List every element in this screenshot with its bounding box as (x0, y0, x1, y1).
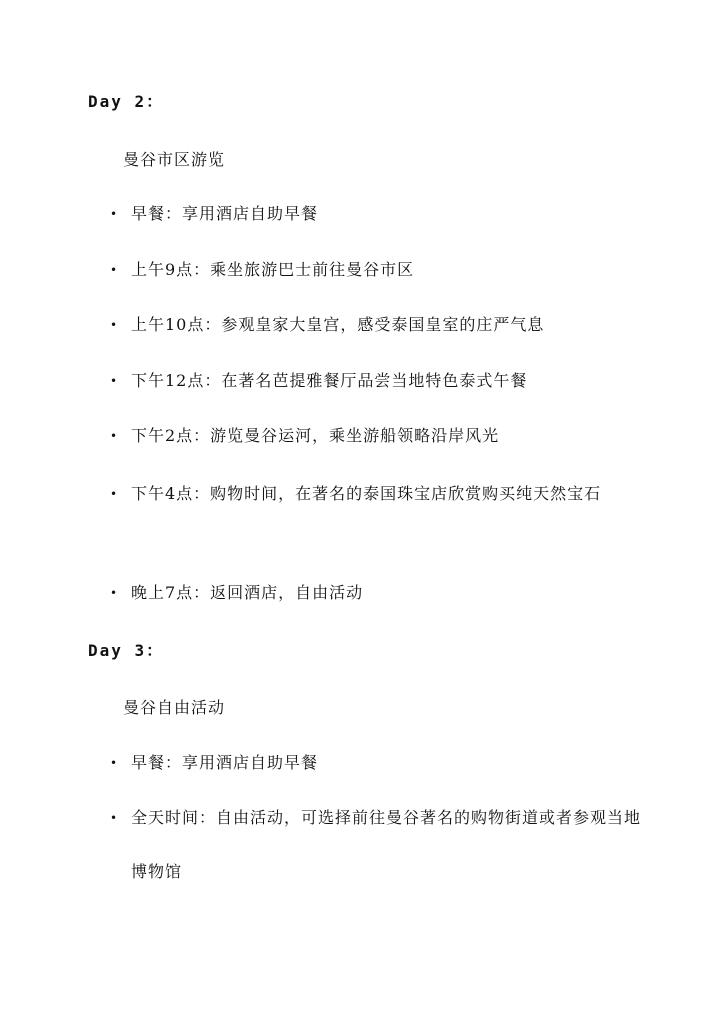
day-3-heading: Day 3： (88, 641, 165, 660)
bullet-icon: • (110, 756, 119, 770)
bullet-icon: • (110, 586, 119, 600)
list-item (110, 354, 670, 408)
day-3-subtitle: 曼谷自由活动 (123, 698, 226, 717)
list-item-text: 晚上7点：返回酒店，自由活动 (131, 583, 364, 602)
list-item (110, 566, 670, 620)
list-item (110, 187, 670, 241)
list-item-text: 早餐：享用酒店自助早餐 (131, 753, 319, 772)
bullet-icon: • (110, 487, 119, 501)
list-item-text: 早餐：享用酒店自助早餐 (131, 204, 319, 223)
list-item (110, 298, 670, 352)
list-item-text: 全天时间：自由活动，可选择前往曼谷著名的购物街道或者参观当地博物馆 (131, 808, 642, 881)
bullet-icon: • (110, 429, 119, 443)
list-item (110, 409, 670, 463)
bullet-icon: • (110, 374, 119, 388)
day-2-subtitle: 曼谷市区游览 (123, 150, 226, 169)
list-item-text: 上午10点：参观皇家大皇宫，感受泰国皇室的庄严气息 (131, 315, 545, 334)
list-item (110, 736, 670, 790)
list-item (110, 791, 670, 899)
list-item-text: 下午2点：游览曼谷运河，乘坐游船领略沿岸风光 (131, 426, 500, 445)
day-2-heading: Day 2： (88, 92, 165, 111)
bullet-icon: • (110, 263, 119, 277)
list-item (110, 243, 670, 297)
bullet-icon: • (110, 207, 119, 221)
list-item-text: 下午4点：购物时间，在著名的泰国珠宝店欣赏购买纯天然宝石 (131, 484, 602, 503)
list-item-text: 上午9点：乘坐旅游巴士前往曼谷市区 (131, 260, 415, 279)
list-item (110, 467, 670, 521)
bullet-icon: • (110, 318, 119, 332)
bullet-icon: • (110, 811, 119, 825)
list-item-text: 下午12点：在著名芭提雅餐厅品尝当地特色泰式午餐 (131, 371, 528, 390)
